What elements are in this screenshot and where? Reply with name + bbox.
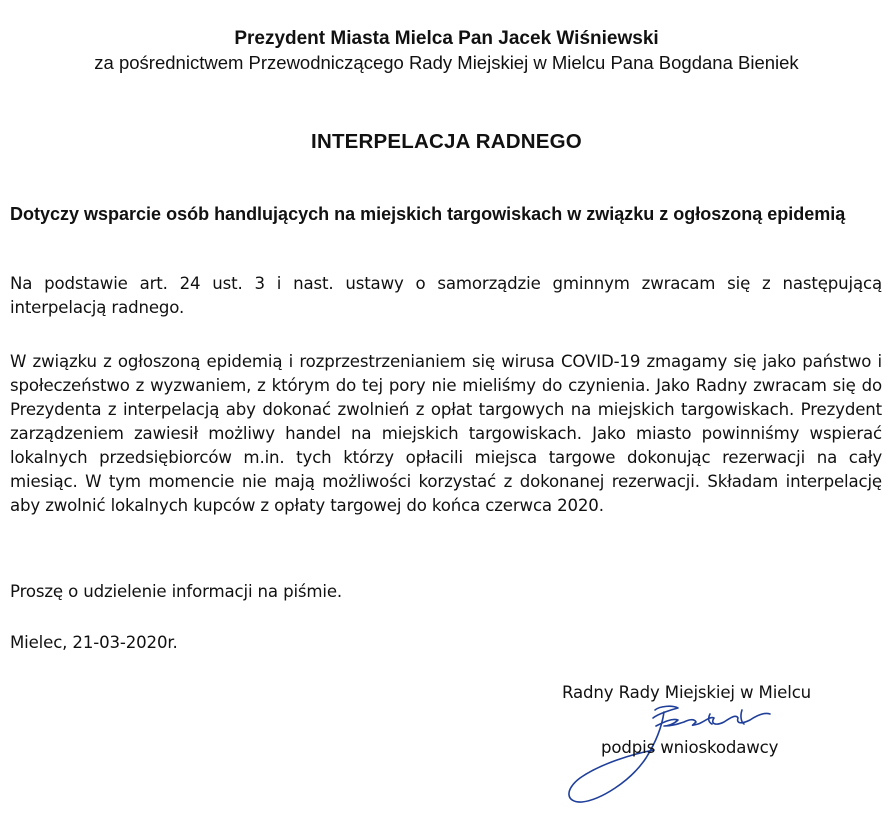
paragraph-legal-basis: Na podstawie art. 24 ust. 3 i nast. ustawy o samorządzie gminnym zwracam się z następującą interpelacją radnego.: [10, 274, 882, 317]
paragraph-closing-request: Proszę o udzielenie informacji na piśmie.: [10, 582, 343, 601]
handwritten-signature: [560, 696, 800, 820]
addressee-name: Prezydent Miasta Mielca Pan Jacek Wiśniewski: [234, 28, 659, 49]
subject-line: Dotyczy wsparcie osób handlujących na miejskich targowiskach w związku z ogłoszoną epidemią: [10, 204, 846, 224]
addressee-block: [0, 27, 893, 75]
signer-title: Radny Rady Miejskiej w Mielcu: [562, 683, 812, 702]
document-title: INTERPELACJA RADNEGO: [311, 130, 582, 153]
paragraph-main-request: W związku z ogłoszoną epidemią i rozprzestrzenianiem się wirusa COVID-19 zmagamy się jako państwo i społeczeństwo z wyzwaniem, z którym do tej pory nie mieliśmy do czynienia. Jako Radny zwracam się do Prezydenta z interpelacją aby dokonać zwolnień z opłat targowych na miejskich targowiskach. Prezydent zarządzeniem zawiesił możliwy handel na miejskich targowiskach. Jako miasto powinniśmy wspierać lokalnych przedsiębiorców m.in. tych którzy opłacili miejsca targowe dokonując rezerwacji na cały miesiąc. W tym momencie nie mają możliwości korzystać z dokonanej rezerwacji. Składam interpelację aby zwolnić lokalnych kupców z opłaty targowej do końca czerwca 2020.: [10, 352, 882, 515]
signature-caption: podpis wnioskodawcy: [601, 738, 779, 757]
date-line: Mielec, 21-03-2020r.: [10, 633, 178, 652]
addressee-intermediary: za pośrednictwem Przewodniczącego Rady Miejskiej w Mielcu Pana Bogdana Bieniek: [94, 52, 799, 73]
